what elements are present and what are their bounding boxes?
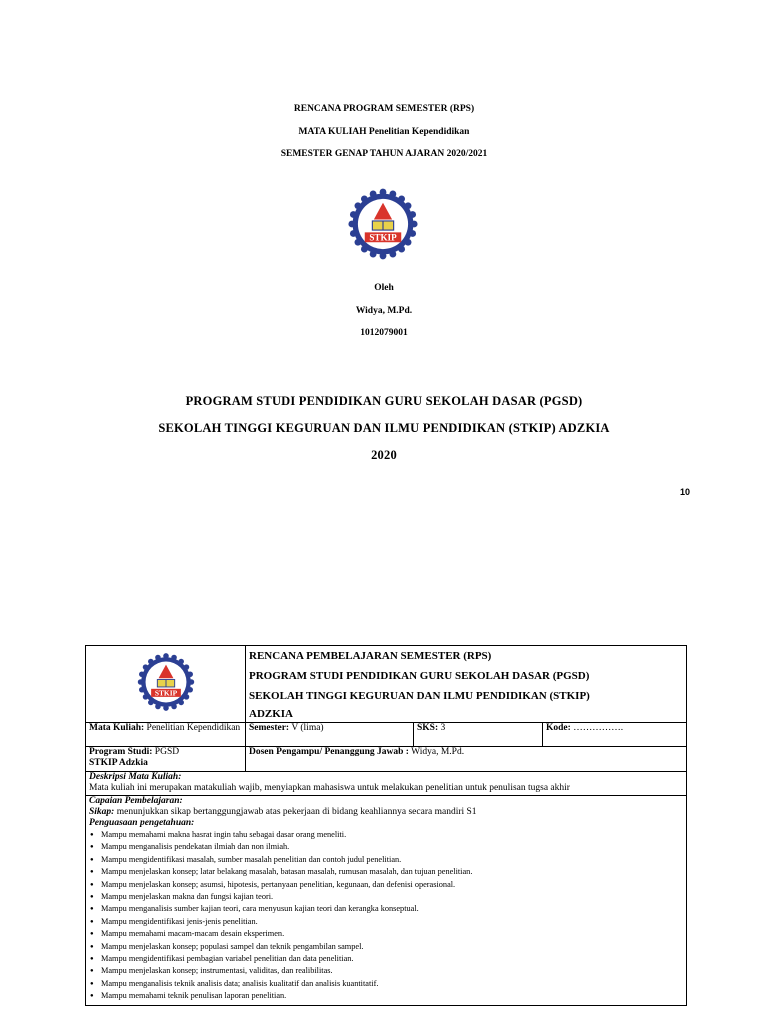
list-item: ● Mampu menjelaskan konsep; asumsi, hipotesis, pertanyaan penelitian, kegunaan, dan defenisi operasional. <box>101 879 683 891</box>
list-item: ● Mampu menganalisis teknik analisis data; analisis kualitatif dan analisis kuantitatif. <box>101 978 683 990</box>
logo-text: STKIP <box>154 688 177 698</box>
rps-header-line4: ADZKIA <box>249 708 294 720</box>
dosen-value: Widya, M.Pd. <box>411 747 465 757</box>
cover-author-id: 1012079001 <box>360 328 408 338</box>
capaian-cell <box>86 796 687 1006</box>
list-item: ● Mampu menjelaskan konsep; latar belakang masalah, batasan masalah, rumusan masalah, dan tujuan penelitian. <box>101 866 683 878</box>
sikap-value: menunjukkan sikap bertanggungjawab atas pekerjaan di bidang keahliannya secara mandiri S1 <box>116 807 477 817</box>
rps-header <box>246 646 687 723</box>
prodi-value: PGSD <box>154 747 180 757</box>
cover-program: PROGRAM STUDI PENDIDIKAN GURU SEKOLAH DASAR (PGSD) <box>185 394 583 408</box>
cover-school: SEKOLAH TINGGI KEGURUAN DAN ILMU PENDIDIKAN (STKIP) ADZKIA <box>158 421 610 435</box>
page-number: 10 <box>680 487 691 497</box>
list-item: ● Mampu mengidentifikasi masalah, sumber masalah penelitian dan contoh judul penelitian. <box>101 854 683 866</box>
dosen-label: Dosen Pengampu/ Penanggung Jawab : <box>249 747 409 757</box>
table-logo-cell <box>86 646 246 723</box>
list-item: ● Mampu mengidentifikasi jenis-jenis penelitian. <box>101 916 683 928</box>
kode-cell <box>543 723 687 747</box>
sks-cell <box>414 723 543 747</box>
rps-header-line2: PROGRAM STUDI PENDIDIKAN GURU SEKOLAH DASAR (PGSD) <box>249 670 590 682</box>
logo-text: STKIP <box>369 232 397 243</box>
mata-kuliah-value: Penelitian Kependidikan <box>146 723 241 733</box>
cover-author: Widya, M.Pd. <box>355 306 413 316</box>
cover-title-line3: SEMESTER GENAP TAHUN AJARAN 2020/2021 <box>280 149 488 159</box>
dosen-cell <box>246 747 687 772</box>
list-item: ● Mampu menganalisis sumber kajian teori, cara menyusun kajian teori dan kerangka konseptual. <box>101 903 683 915</box>
list-item: ● Mampu menjelaskan makna dan fungsi kajian teori. <box>101 891 683 903</box>
sks-label: SKS: <box>417 723 439 733</box>
stkip-logo <box>135 651 197 713</box>
rps-header-line1: RENCANA PEMBELAJARAN SEMESTER (RPS) <box>249 650 492 662</box>
deskripsi-cell <box>86 772 687 796</box>
penguasaan-label: Penguasaan pengetahuan: <box>89 818 195 828</box>
prodi-institution: STKIP Adzkia <box>89 758 148 768</box>
capaian-label: Capaian Pembelajaran: <box>89 796 183 806</box>
list-item: ● Mampu menjelaskan konsep; populasi sampel dan teknik pengambilan sampel. <box>101 941 683 953</box>
list-item: ● Mampu mengidentifikasi pembagian variabel penelitian dan data penelitian. <box>101 953 683 965</box>
list-item: ● Mampu memahami teknik penulisan laporan penelitian. <box>101 990 683 1002</box>
cover-title-line2: MATA KULIAH Penelitian Kependidikan <box>298 127 470 137</box>
list-item: ● Mampu memahami macam-macam desain eksperimen. <box>101 928 683 940</box>
prodi-label: Program Studi: <box>89 747 153 757</box>
cover-year: 2020 <box>371 448 397 462</box>
kode-value: ……………. <box>573 723 624 733</box>
semester-label: Semester: <box>249 723 290 733</box>
cover-by-label: Oleh <box>374 283 394 293</box>
deskripsi-label: Deskripsi Mata Kuliah: <box>89 772 182 782</box>
rps-table <box>85 645 687 1006</box>
prodi-cell <box>86 747 246 772</box>
list-item: ● Mampu menganalisis pendekatan ilmiah dan non ilmiah. <box>101 841 683 853</box>
cover-title-line1: RENCANA PROGRAM SEMESTER (RPS) <box>293 104 475 114</box>
rps-header-line3: SEKOLAH TINGGI KEGURUAN DAN ILMU PENDIDIKAN (STKIP) <box>249 690 590 702</box>
semester-value: V (lima) <box>291 723 324 733</box>
mata-kuliah-label: Mata Kuliah: <box>89 723 145 733</box>
kode-label: Kode: <box>546 723 571 733</box>
list-item: ● Mampu menjelaskan konsep; instrumentasi, validitas, dan realibilitas. <box>101 965 683 977</box>
sikap-label: Sikap: <box>89 807 115 817</box>
stkip-logo <box>345 186 421 262</box>
penguasaan-list <box>89 829 683 1003</box>
list-item: ● Mampu memahami makna hasrat ingin tahu sebagai dasar orang meneliti. <box>101 829 683 841</box>
sks-value: 3 <box>440 723 446 733</box>
deskripsi-value: Mata kuliah ini merupakan matakuliah wajib, menyiapkan mahasiswa untuk melakukan penelitian untuk penulisan tugsa akhir <box>89 783 570 793</box>
semester-cell <box>246 723 414 747</box>
mata-kuliah-cell <box>86 723 246 747</box>
